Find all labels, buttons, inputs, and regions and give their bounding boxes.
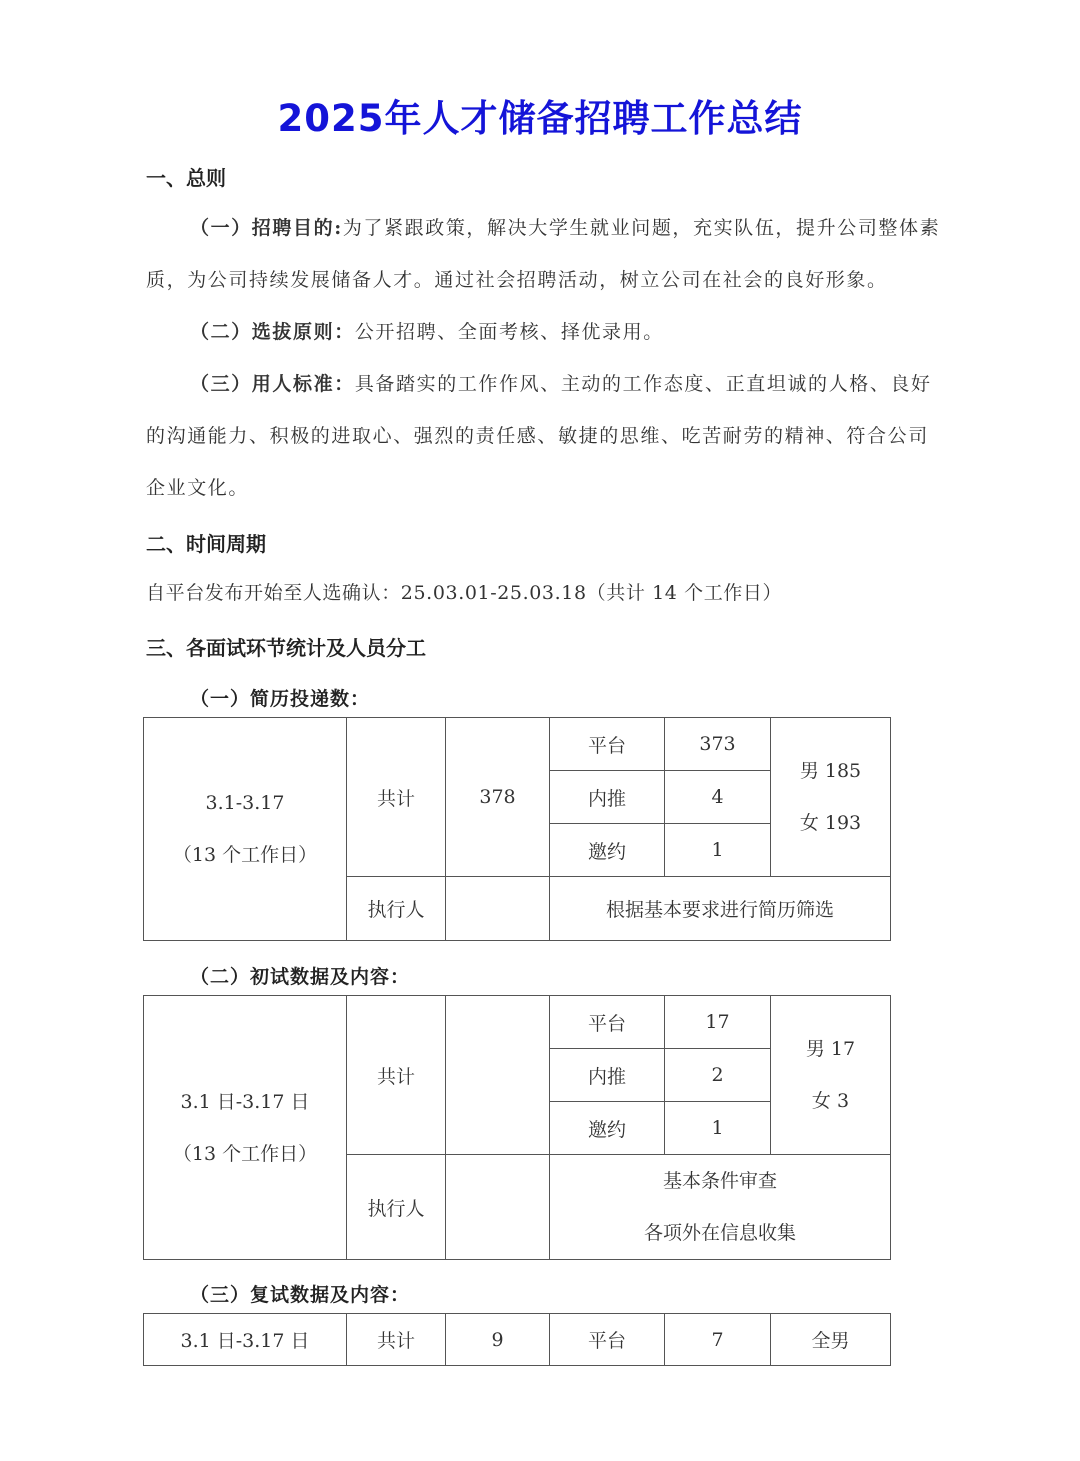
page-title: 2025年人才储备招聘工作总结 [277,97,803,140]
channel-count: 4 [665,771,771,824]
total-label: 共计 [347,1314,446,1366]
channel-count: 373 [665,718,771,771]
subheading-resume: （一）简历投递数： [190,688,371,710]
period-days: （13 个工作日） [172,844,318,866]
period-text: 自平台发布开始至人选确认：25.03.01-25.03.18（共计 14 个工作日） [146,582,783,604]
gender-cell: 全男 [771,1314,891,1366]
total-value: 9 [446,1314,550,1366]
second-interview-table [143,1313,891,1366]
exec-value [446,877,550,941]
paragraph-lead: （二）选拔原则： [190,321,355,343]
total-label: 共计 [347,718,446,877]
task-line: 基本条件审查 [662,1170,777,1192]
paragraph-text: 为了紧跟政策，解决大学生就业问题，充实队伍，提升公司整体素质，为公司持续发展储备人才。通过社会招聘活动，树立公司在社会的良好形象。 [146,217,941,291]
paragraph-lead: （一）招聘目的: [190,217,343,239]
resume-table [143,717,891,941]
female-count: 女 193 [799,812,862,834]
paragraph-selection-principle [146,306,946,358]
exec-label: 执行人 [347,877,446,941]
first-interview-table [143,995,891,1260]
channel-name: 平台 [550,996,665,1049]
channel-count: 1 [665,824,771,877]
male-count: 男 185 [799,760,862,782]
task-cell: 根据基本要求进行简历筛选 [550,877,891,941]
exec-value [446,1155,550,1260]
total-value: 378 [446,718,550,877]
male-count: 男 17 [805,1038,856,1060]
paragraph-recruit-purpose [146,202,946,306]
task-line: 各项外在信息收集 [643,1222,796,1244]
period-cell [144,718,347,941]
gender-cell [771,996,891,1155]
period-range: 3.1-3.17 [205,792,285,814]
channel-count: 2 [665,1049,771,1102]
channel-count: 7 [665,1314,771,1366]
channel-count: 17 [665,996,771,1049]
period-range: 3.1 日-3.17 日 [180,1090,310,1113]
exec-label: 执行人 [347,1155,446,1260]
channel-name: 邀约 [550,1102,665,1155]
channel-name: 邀约 [550,824,665,877]
section-heading-general: 一、总则 [146,166,226,190]
section-heading-interview-stats: 三、各面试环节统计及人员分工 [146,636,426,660]
channel-name: 平台 [550,1314,665,1366]
channel-name: 平台 [550,718,665,771]
section-heading-period: 二、时间周期 [146,532,266,556]
paragraph-lead: （三）用人标准： [190,373,355,395]
female-count: 女 3 [811,1090,850,1112]
paragraph-text: 公开招聘、全面考核、择优录用。 [354,321,664,343]
period-range: 3.1 日-3.17 日 [144,1314,347,1366]
channel-name: 内推 [550,1049,665,1102]
task-cell [550,1155,891,1260]
subheading-first-interview: （二）初试数据及内容： [190,966,411,988]
channel-count: 1 [665,1102,771,1155]
paragraph-text: 具备踏实的工作作风、主动的工作态度、正直坦诚的人格、良好的沟通能力、积极的进取心、强烈的责任感、敏捷的思维、吃苦耐劳的精神、符合公司企业文化。 [146,373,932,499]
subheading-second-interview: （三）复试数据及内容： [190,1284,411,1306]
period-days: （13 个工作日） [172,1142,318,1165]
channel-name: 内推 [550,771,665,824]
paragraph-hiring-standard [146,358,946,514]
gender-cell [771,718,891,877]
total-value [446,996,550,1155]
period-cell [144,996,347,1260]
total-label: 共计 [347,996,446,1155]
